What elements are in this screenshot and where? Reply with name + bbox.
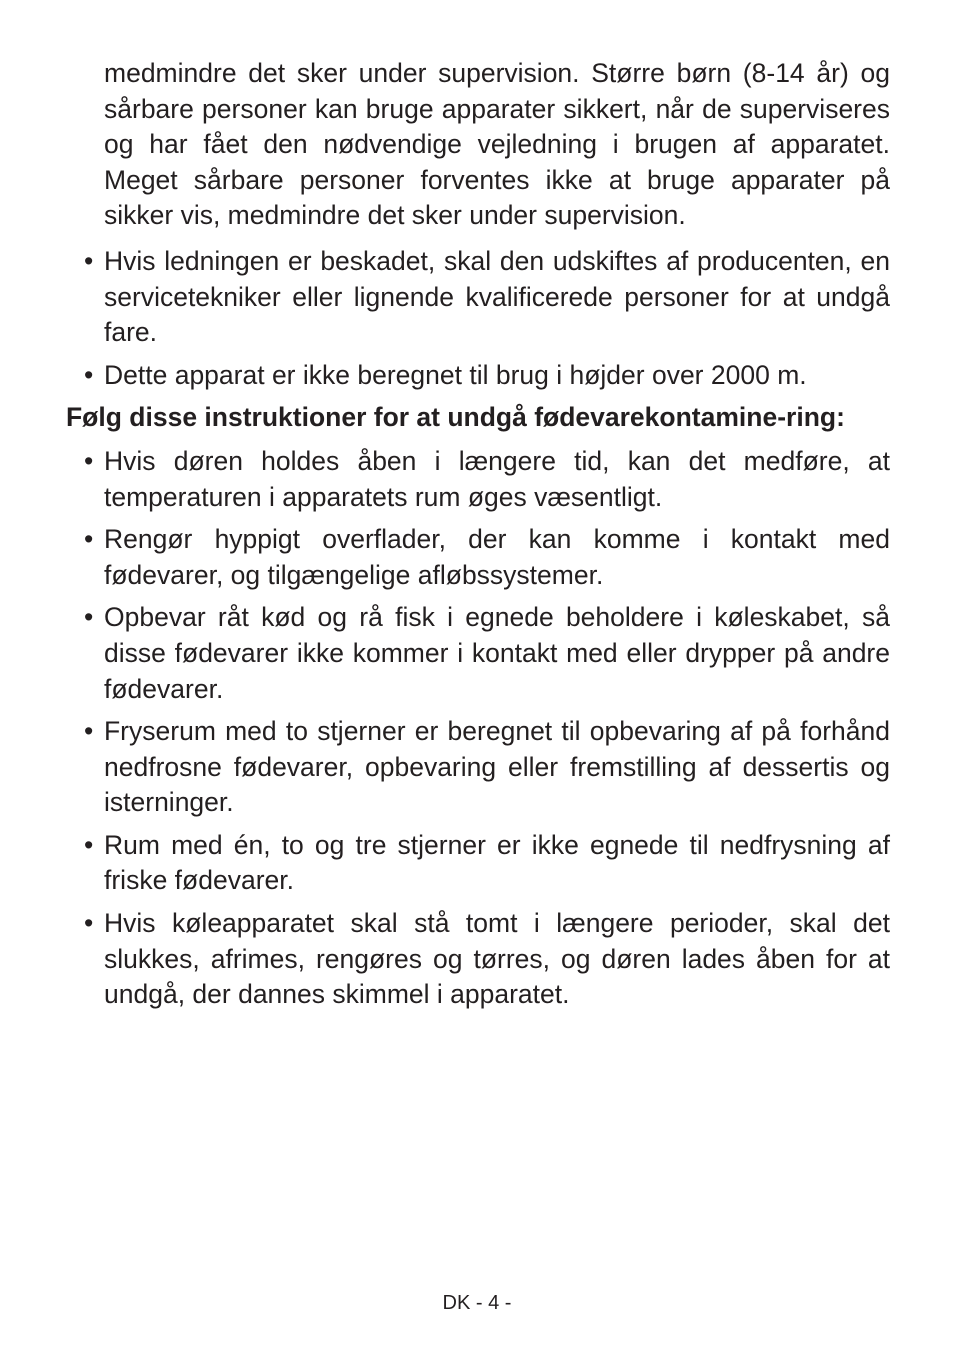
page-content xyxy=(66,56,890,1020)
list-item: • Hvis døren holdes åben i længere tid, kan det medføre, at temperaturen i apparatets rum øges væsentligt. xyxy=(66,444,890,515)
section-heading: Følg disse instruktioner for at undgå fødevarekontamine-ring: xyxy=(66,402,845,433)
list-item: • Opbevar råt kød og rå fisk i egnede beholdere i køleskabet, så disse fødevarer ikke kommer i kontakt med eller drypper på andre fødevarer. xyxy=(66,600,890,707)
food-contamination-bullet-list xyxy=(66,444,890,1013)
continuation-paragraph: medmindre det sker under supervision. Større børn (8-14 år) og sårbare personer kan bruge apparater sikkert, når de superviseres og har fået den nødvendige vejledning i brugen af apparatet. Meget sårbare personer forventes ikke at bruge apparater på sikker vis, medmindre det sker under supervision. xyxy=(104,58,890,231)
list-item: • Fryserum med to stjerner er beregnet til opbevaring af på forhånd nedfrosne fødevarer, opbevaring eller fremstilling af dessertis og isterninger. xyxy=(66,714,890,821)
list-item: • Hvis køleapparatet skal stå tomt i længere perioder, skal det slukkes, afrimes, rengøres og tørres, og døren lades åben for at undgå, der dannes skimmel i apparatet. xyxy=(66,906,890,1013)
list-item: • Rum med én, to og tre stjerner er ikke egnede til nedfrysning af friske fødevarer. xyxy=(66,828,890,899)
safety-bullet-list xyxy=(66,244,890,393)
list-item: • Hvis ledningen er beskadet, skal den udskiftes af producenten, en servicetekniker eller lignende kvalificerede personer for at undgå fare. xyxy=(66,244,890,351)
list-item: • Dette apparat er ikke beregnet til brug i højder over 2000 m. xyxy=(66,358,890,394)
list-item: • Rengør hyppigt overflader, der kan komme i kontakt med fødevarer, og tilgængelige afløbssystemer. xyxy=(66,522,890,593)
page-number: DK - 4 - xyxy=(442,1292,512,1314)
